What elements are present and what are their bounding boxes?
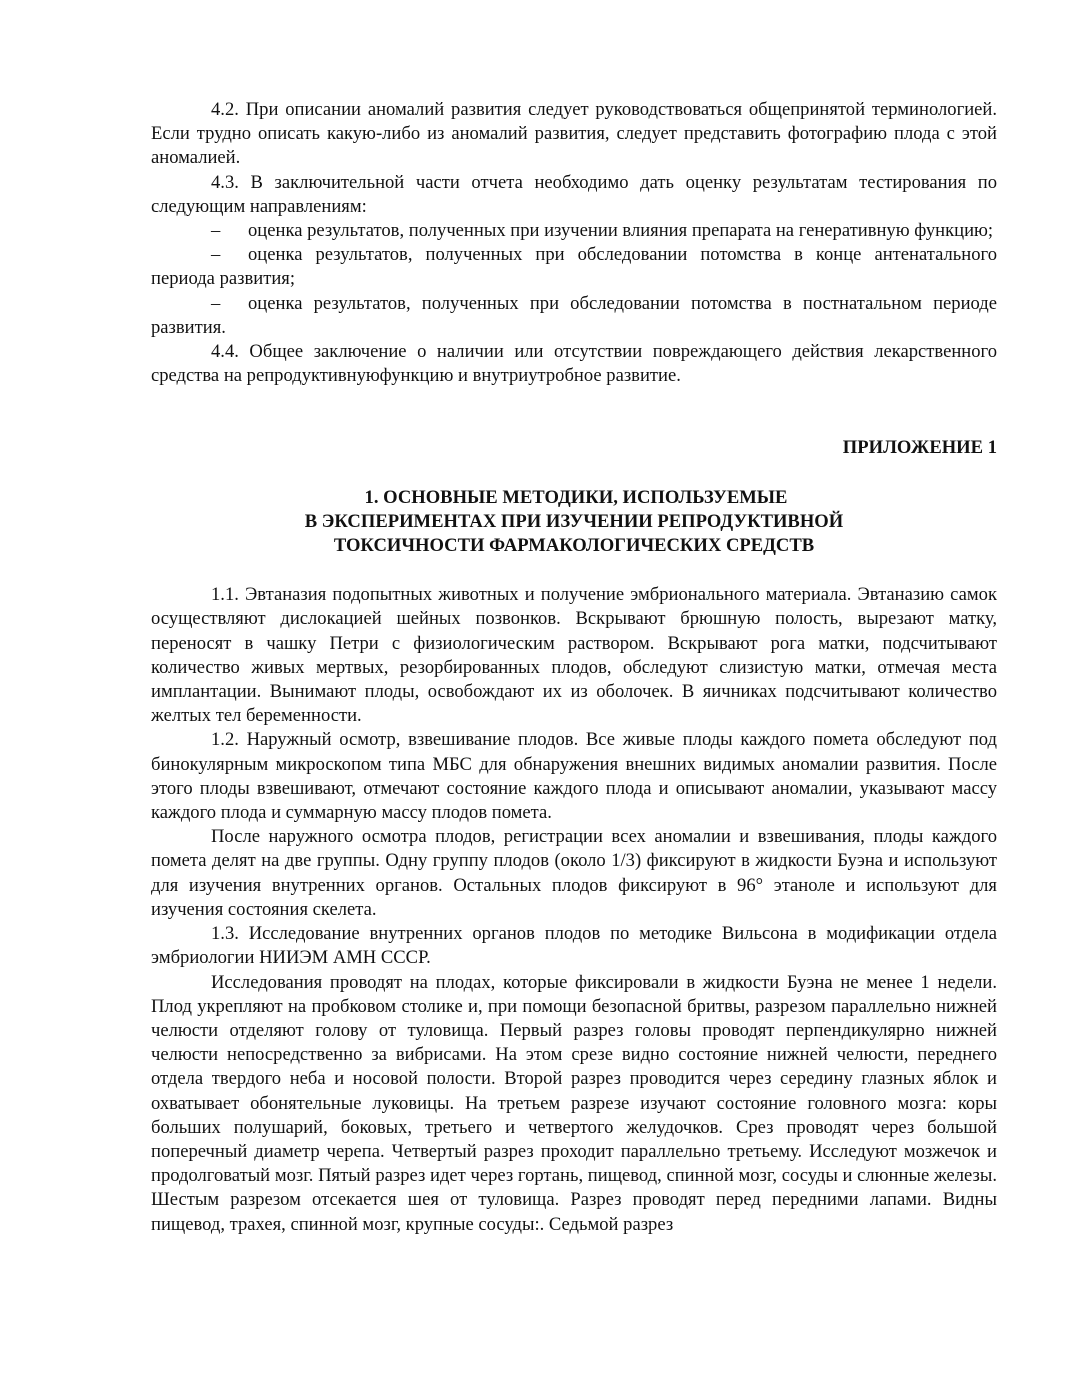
list-item-text: оценка результатов, полученных при обследовании потомства в конце антенатального периода развития; xyxy=(151,244,997,290)
dash-marker: – xyxy=(211,220,221,242)
appendix-label: ПРИЛОЖЕНИЕ 1 xyxy=(842,437,997,459)
paragraph-4-3: 4.3. В заключительной части отчета необходимо дать оценку результатам тестирования по следующим направлениям: xyxy=(151,171,997,217)
paragraph-4-2: 4.2. При описании аномалий развития следует руководствоваться общепринятой терминологией. Если трудно описать какую-либо из аномалий развития, следует представить фотографию плода с этой аномалией. xyxy=(151,99,997,169)
dash-marker: – xyxy=(211,244,221,266)
list-item xyxy=(151,219,997,243)
dash-marker: – xyxy=(211,292,221,314)
list-item xyxy=(151,292,997,340)
paragraph-1-3: 1.3. Исследование внутренних органов плодов по методике Вильсона в модификации отдела эмбриологии НИИЭМ АМН СССР. xyxy=(151,923,997,969)
document-page xyxy=(151,98,997,1237)
paragraph-4-4: 4.4. Общее заключение о наличии или отсутствии повреждающего действия лекарственного средства на репродуктивнуюфункцию и внутриутробное развитие. xyxy=(151,341,997,387)
list-item-text: оценка результатов, полученных при обследовании потомства в постнатальном периоде развития. xyxy=(151,292,997,338)
paragraph-1-1: 1.1. Эвтаназия подопытных животных и получение эмбрионального материала. Эвтаназию самок осуществляют дислокацией шейных позвонков. Вскрывают брюшную полость, вырезают матку, переносят в чашку Петри с физиологическим раствором. Вскрывают рога матки, подсчитывают количество живых мертвых, резорбированных плодов, обследуют слизистую матки, отмечая места имплантации. Вынимают плоды, освобождают их из оболочек. В яичниках подсчитывают количество желтых тел беременности. xyxy=(151,584,997,727)
paragraph-1-2: 1.2. Наружный осмотр, взвешивание плодов. Все живые плоды каждого помета обследуют под бинокулярным микроскопом типа МБС для обнаружения внешних видимых аномалии развития. После этого плоды взвешивают, отмечают состояние каждого плода и описывают аномалии, указывают массу каждого плода и суммарную массу плодов помета. xyxy=(151,729,997,824)
section-body xyxy=(151,583,997,1236)
heading-line-1: 1. ОСНОВНЫЕ МЕТОДИКИ, ИСПОЛЬЗУЕМЫЕ xyxy=(364,486,788,508)
list-item xyxy=(151,243,997,291)
section-heading xyxy=(151,486,997,559)
paragraph-after-inspection: После наружного осмотра плодов, регистрации всех аномалии и взвешивания, плоды каждого помета делят на две группы. Одну группу плодов (около 1/3) фиксируют в жидкости Буэна и используют для изучения внутренних органов. Остальных плодов фиксируют в 96° этаноле и используют для изучения состояния скелета. xyxy=(151,826,997,920)
heading-line-3: ТОКСИЧНОСТИ ФАРМАКОЛОГИЧЕСКИХ СРЕДСТВ xyxy=(333,535,815,557)
paragraph-research: Исследования проводят на плодах, которые фиксировали в жидкости Буэна не менее 1 недели. Плод укрепляют на пробковом столике и, при помощи безопасной бритвы, разрезом параллельно нижней челюсти отделяют голову от туловища. Первый разрез головы проводят перпендикулярно нижней челюсти непосредственно за вибрисами. На этом срезе видно состояние нижней челюсти, переднего отдела твердого неба и носовой полости. Второй разрез проводится через середину глазных яблок и охватывает обонятельные луковицы. На третьем разрезе изучают состояние головного мозга: коры больших полушарий, боковых, третьего и четвертого желудочков. Срез проводят через большой поперечный диаметр черепа. Четвертый разрез проходит параллельно третьему. Исследуют мозжечок и продолговатый мозг. Пятый разрез идет через гортань, пищевод, спинной мозг, сосуды и слюнные железы. Шестым разрезом отсекается шея от туловища. Разрез проводят перед передними лапами. Видны пищевод, трахея, спинной мозг, крупные сосуды:. Седьмой разрез xyxy=(151,971,997,1235)
heading-line-2: В ЭКСПЕРИМЕНТАХ ПРИ ИЗУЧЕНИИ РЕПРОДУКТИВНОЙ xyxy=(304,510,844,532)
list-item-text: оценка результатов, полученных при изучении влияния препарата на генеративную функцию; xyxy=(248,220,994,242)
